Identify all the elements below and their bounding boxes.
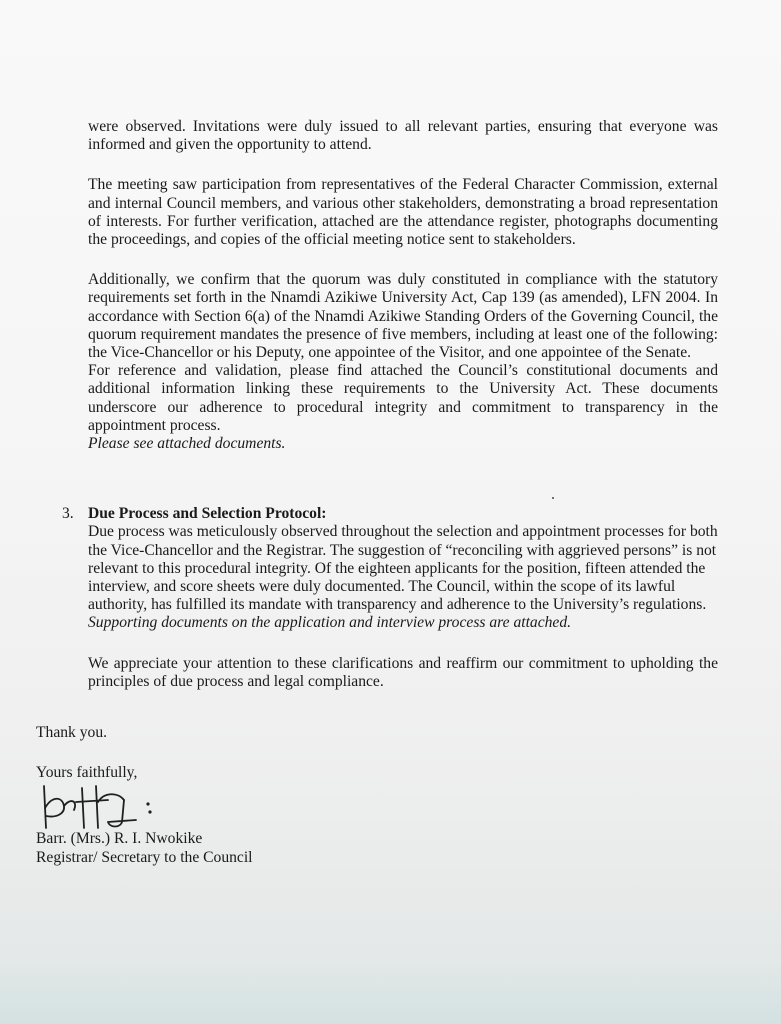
section-3 [0,505,781,632]
signatory-title-text: Registrar/ Secretary to the Council [36,848,253,866]
signature-dot-icon [148,811,151,814]
reference-paragraph [88,362,718,435]
participation-text: The meeting saw participation from representatives of the Federal Character Commission, external and internal Council members, and various other stakeholders, demonstrating a broad representation of interests. For further verification, attached are the attendance register, photographs documenting the proceedings, and copies of the official meeting notice sent to stakeholders. [88,176,718,249]
continuation-text: were observed. Invitations were duly issued to all relevant parties, ensuring that everyone was informed and given the opportunity to attend. [88,118,718,154]
signature-dot-icon [146,803,149,806]
scan-speck [552,497,554,499]
section-3-number: 3. [62,505,74,523]
signature-area [38,782,168,830]
valediction-text: Yours faithfully, [36,764,138,782]
quorum-paragraph [88,271,718,362]
signatory-title [36,849,436,867]
signatory-name-text: Barr. (Mrs.) R. I. Nwokike [36,830,203,848]
reference-text: For reference and validation, please find attached the Council’s constitutional documents and additional information linking these requirements to the University Act. These documents underscore our adherence to procedural integrity and commitment to transparency in the appointment process. [88,362,718,434]
section-3-heading-text: Due Process and Selection Protocol: [88,505,327,523]
section-3-note [88,614,718,632]
participation-paragraph [88,176,718,249]
signatory-name [36,830,436,848]
section-3-body [88,523,718,614]
valediction [36,764,436,782]
quorum-text: Additionally, we confirm that the quorum was duly constituted in compliance with the statutory requirements set forth in the Nnamdi Azikiwe University Act, Cap 139 (as amended), LFN 2004. In accordance with Section 6(a) of the Nnamdi Azikiwe Standing Orders of the Governing Council, the quorum requirement mandates the presence of five members, including at least one of the following: the Vice-Chancellor or his Deputy, one appointee of the Visitor, and one appointee of the Senate. [88,271,718,362]
closing-paragraph [88,655,718,691]
section-3-body-text: Due process was meticulously observed throughout the selection and appointment processes for both the Vice-Chancellor and the Registrar. The suggestion of “reconciling with aggrieved persons” is not relevant to this procedural integrity. Of the eighteen applicants for the position, fifteen attended the interview, and score sheets were duly documented. The Council, within the scope of its lawful authority, has fulfilled its mandate with transparency and adherence to the University’s regulations. [88,523,718,614]
reference-note-text: Please see attached documents. [88,435,286,453]
thanks-line [36,724,436,742]
section-3-heading [88,505,718,523]
reference-note [88,435,718,453]
closing-text: We appreciate your attention to these clarifications and reaffirm our commitment to upholding the principles of due process and legal compliance. [88,654,718,690]
handwritten-signature [38,782,168,830]
scan-shadow [0,960,781,1024]
section-3-note-text: Supporting documents on the application and interview process are attached. [88,614,572,632]
thanks-text: Thank you. [36,724,108,742]
continuation-paragraph [88,118,718,154]
